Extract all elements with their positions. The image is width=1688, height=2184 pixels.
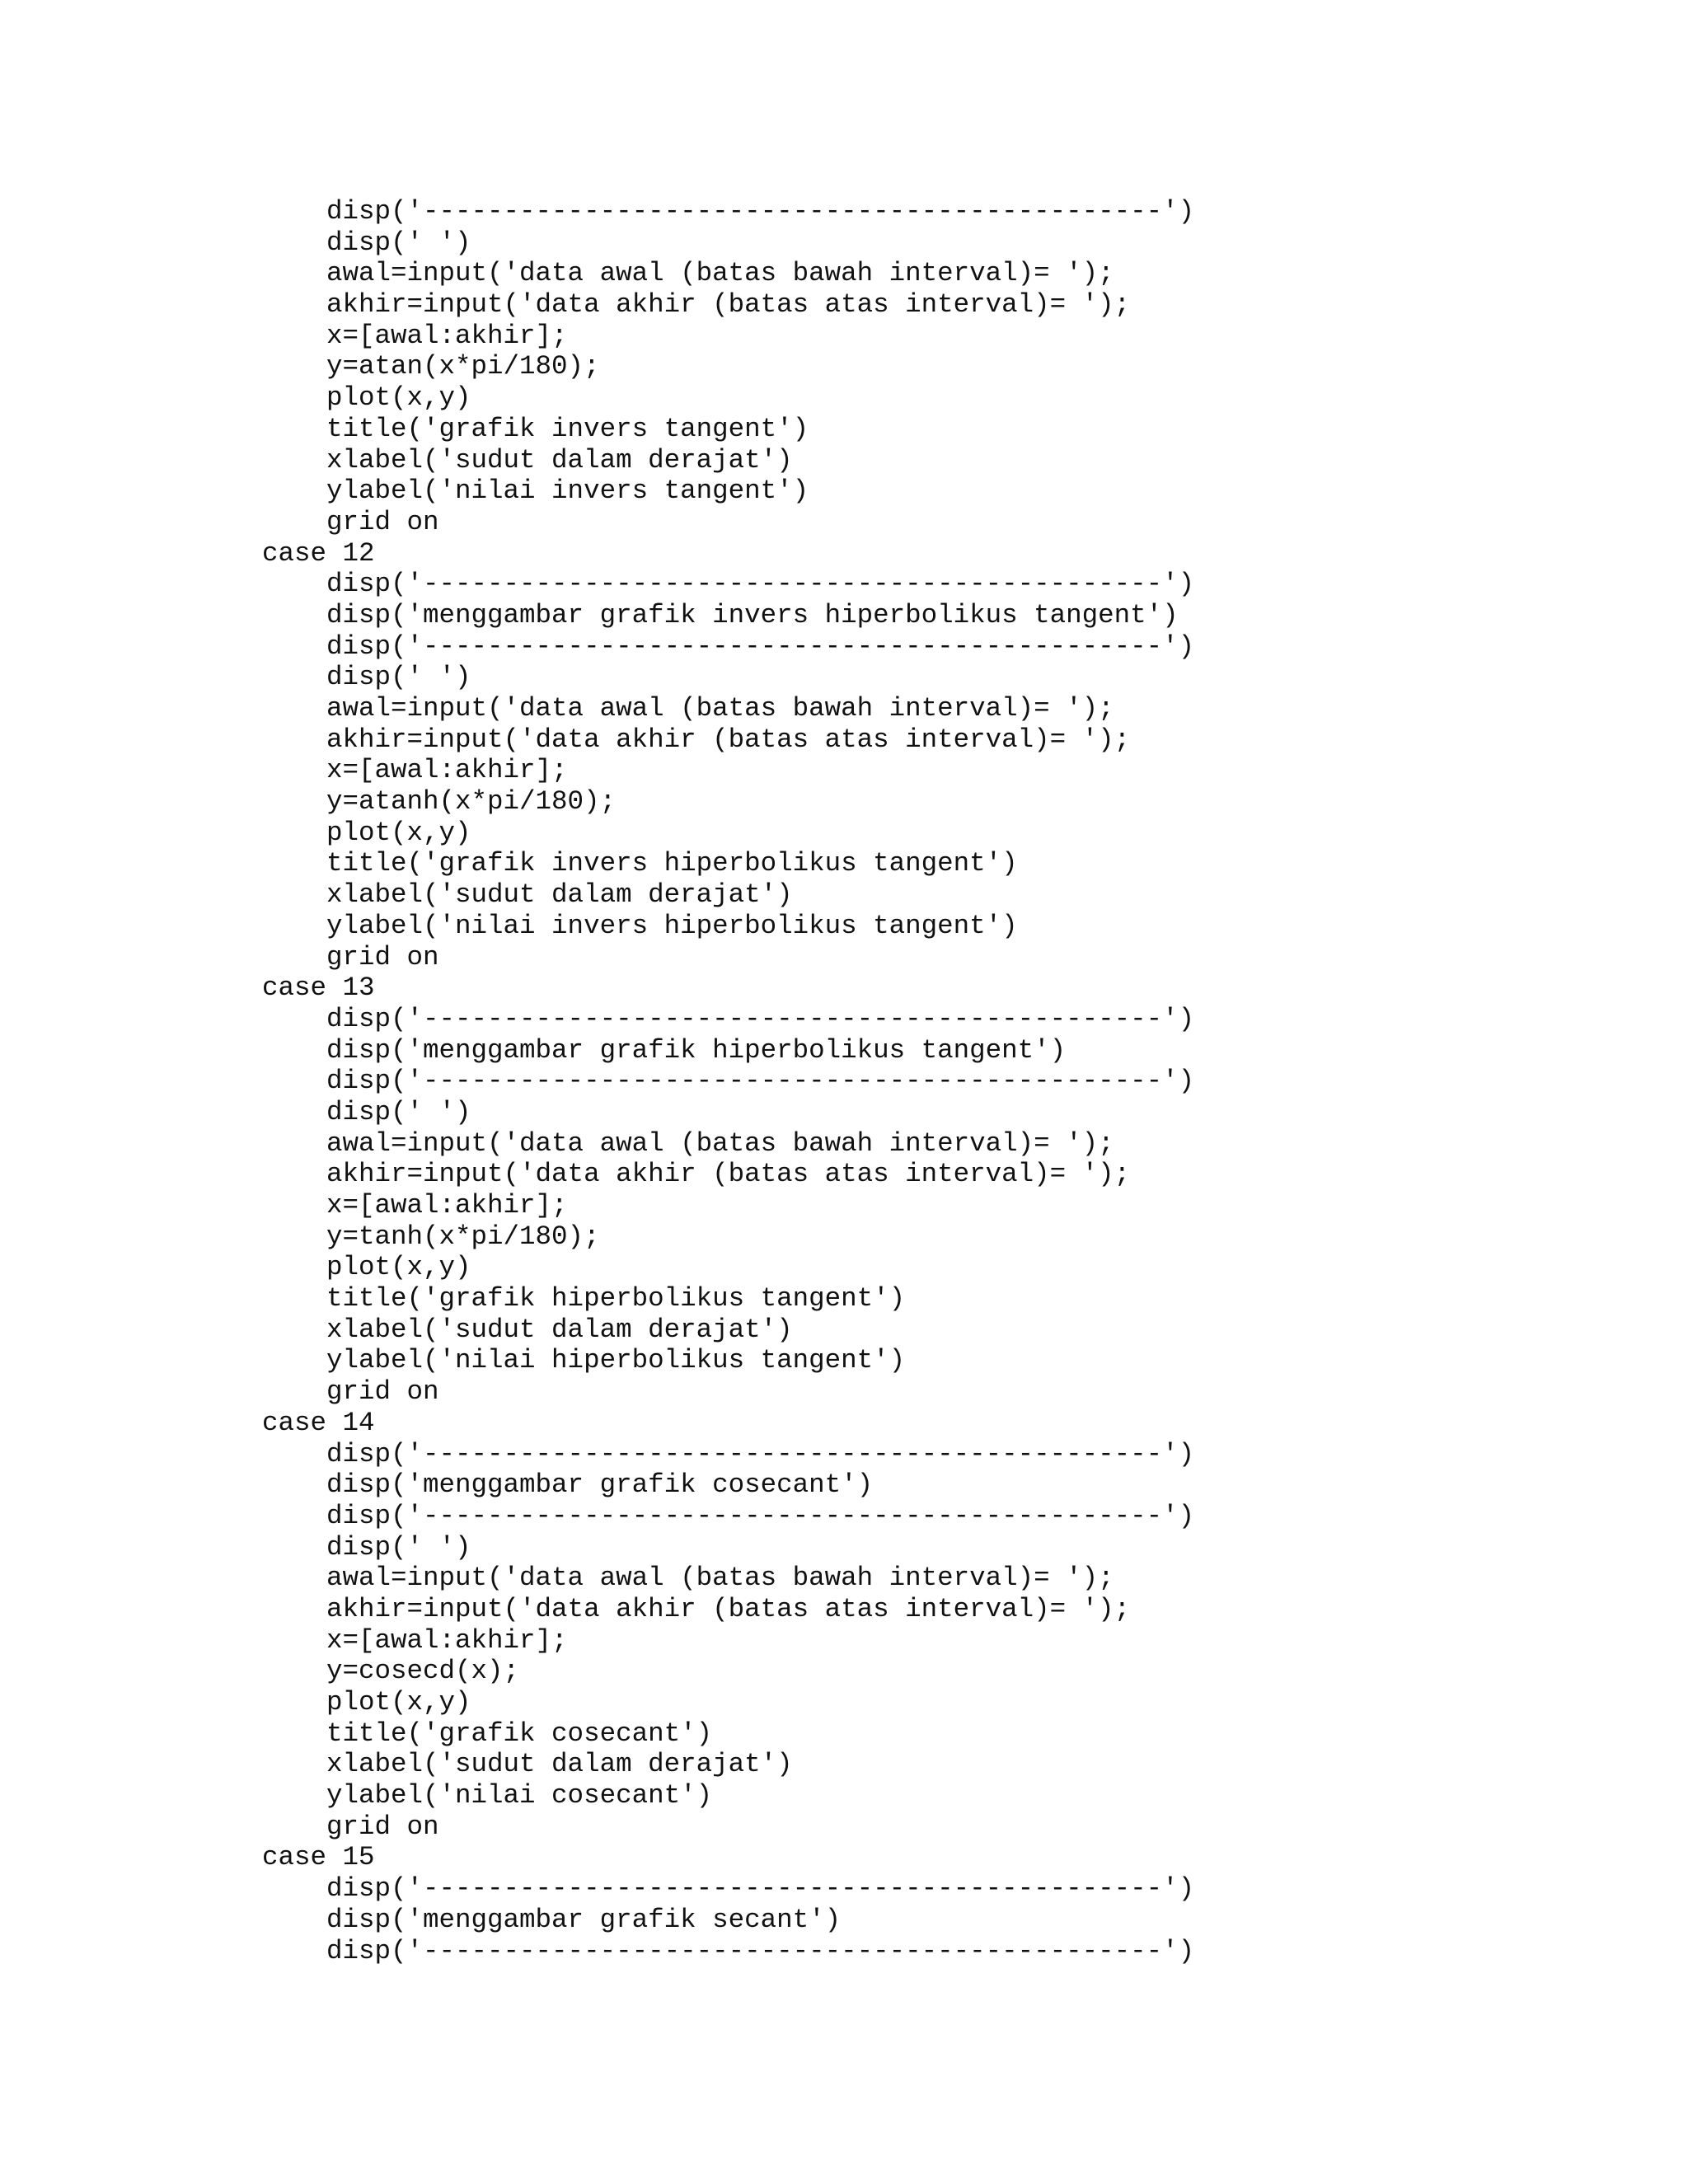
code-line: disp(' ') xyxy=(262,227,471,258)
code-line: grid on xyxy=(262,941,439,972)
code-line: ylabel('nilai cosecant') xyxy=(262,1780,713,1811)
code-line: disp('----------------------------------------------') xyxy=(262,1873,1195,1905)
code-line: disp('----------------------------------------------') xyxy=(262,1438,1195,1469)
code-line: awal=input('data awal (batas bawah interval)= '); xyxy=(262,1127,1114,1159)
code-line: disp('----------------------------------------------') xyxy=(262,630,1195,662)
code-line: plot(x,y) xyxy=(262,382,471,414)
code-line: title('grafik hiperbolikus tangent') xyxy=(262,1283,906,1315)
code-line: plot(x,y) xyxy=(262,817,471,848)
code-line: grid on xyxy=(262,1811,439,1842)
code-line: x=[awal:akhir]; xyxy=(262,320,568,351)
code-line: disp(' ') xyxy=(262,1531,471,1563)
code-line: case 15 xyxy=(262,1842,375,1873)
code-line: plot(x,y) xyxy=(262,1252,471,1283)
code-line: disp('----------------------------------------------') xyxy=(262,196,1195,227)
code-line: awal=input('data awal (batas bawah interval)= '); xyxy=(262,693,1114,724)
code-line: case 14 xyxy=(262,1407,375,1438)
code-line: x=[awal:akhir]; xyxy=(262,755,568,786)
code-line: ylabel('nilai invers hiperbolikus tangent') xyxy=(262,910,1018,941)
code-line: disp('menggambar grafik cosecant') xyxy=(262,1469,874,1501)
code-line: case 13 xyxy=(262,972,375,1004)
code-line: disp('----------------------------------------------') xyxy=(262,1003,1195,1034)
code-line: y=atanh(x*pi/180); xyxy=(262,786,617,818)
code-line: akhir=input('data akhir (batas atas interval)= '); xyxy=(262,1593,1131,1624)
code-line: grid on xyxy=(262,1376,439,1408)
code-line: y=tanh(x*pi/180); xyxy=(262,1221,600,1252)
code-line: case 12 xyxy=(262,537,375,569)
code-line: ylabel('nilai invers tangent') xyxy=(262,476,809,507)
code-line: awal=input('data awal (batas bawah interval)= '); xyxy=(262,258,1114,289)
code-line: disp(' ') xyxy=(262,662,471,693)
code-line: disp('menggambar grafik invers hiperbolikus tangent') xyxy=(262,599,1179,630)
code-line: ylabel('nilai hiperbolikus tangent') xyxy=(262,1345,906,1376)
code-line: xlabel('sudut dalam derajat') xyxy=(262,1314,793,1345)
code-line: disp('menggambar grafik secant') xyxy=(262,1904,842,1935)
code-line: y=atan(x*pi/180); xyxy=(262,351,600,382)
code-line: disp('----------------------------------------------') xyxy=(262,1066,1195,1097)
code-line: akhir=input('data akhir (batas atas interval)= '); xyxy=(262,724,1131,755)
code-line: disp('menggambar grafik hiperbolikus tangent') xyxy=(262,1034,1067,1066)
code-line: xlabel('sudut dalam derajat') xyxy=(262,879,793,911)
code-line: xlabel('sudut dalam derajat') xyxy=(262,1749,793,1780)
code-line: disp('----------------------------------------------') xyxy=(262,569,1195,600)
code-line: akhir=input('data akhir (batas atas interval)= '); xyxy=(262,1159,1131,1190)
code-line: disp('----------------------------------------------') xyxy=(262,1500,1195,1531)
code-line: x=[awal:akhir]; xyxy=(262,1624,568,1656)
code-line: y=cosecd(x); xyxy=(262,1656,520,1687)
code-line: plot(x,y) xyxy=(262,1687,471,1718)
code-line: grid on xyxy=(262,506,439,537)
code-line: xlabel('sudut dalam derajat') xyxy=(262,444,793,476)
code-line: awal=input('data awal (batas bawah interval)= '); xyxy=(262,1563,1114,1594)
code-line: title('grafik invers tangent') xyxy=(262,413,809,444)
code-line: title('grafik invers hiperbolikus tangent') xyxy=(262,848,1018,879)
code-line: x=[awal:akhir]; xyxy=(262,1190,568,1221)
code-line: disp(' ') xyxy=(262,1096,471,1127)
code-line: disp('----------------------------------------------') xyxy=(262,1935,1195,1966)
code-listing xyxy=(262,196,1614,1966)
code-line: title('grafik cosecant') xyxy=(262,1718,713,1749)
code-line: akhir=input('data akhir (batas atas interval)= '); xyxy=(262,289,1131,321)
